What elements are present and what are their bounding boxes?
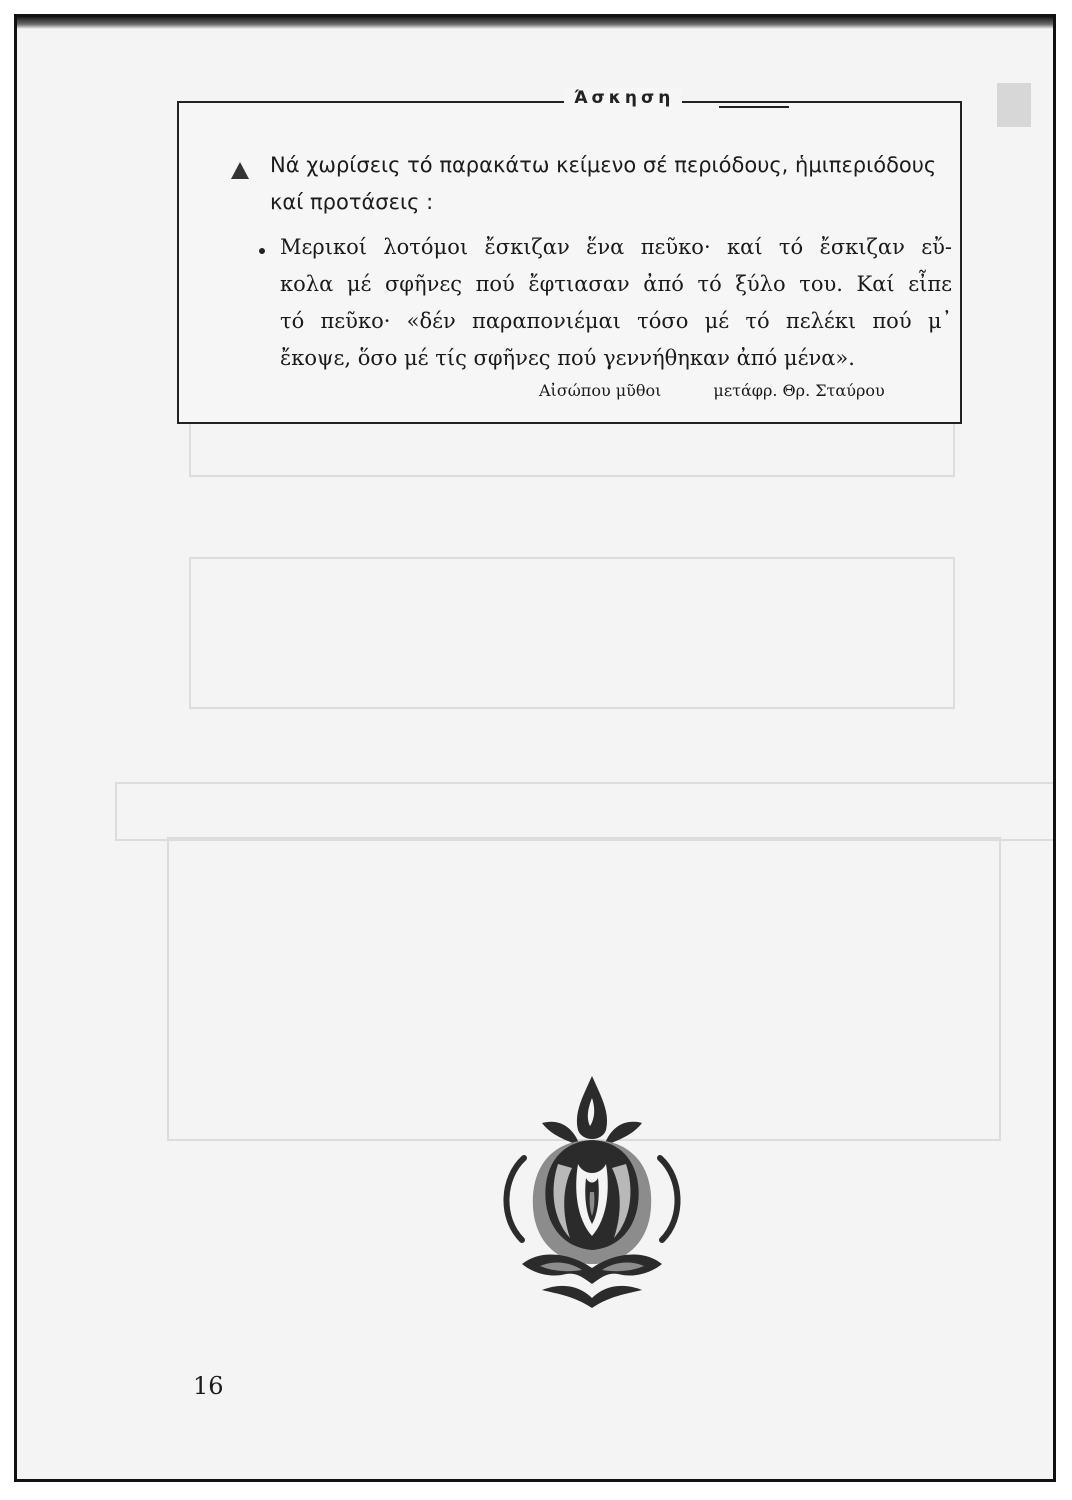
bullet-dot-icon bbox=[259, 248, 265, 254]
passage-line: κολα μέ σφῆνες πού ἔφτιασαν ἀπό τό ξύλο του. Καί εἶπε bbox=[280, 272, 952, 296]
bleed-through-box bbox=[189, 557, 955, 709]
passage-source bbox=[539, 381, 885, 400]
page-number: 16 bbox=[193, 1372, 224, 1400]
source-title: Αἰσώπου μῦθοι bbox=[539, 381, 662, 400]
page-tab-mark bbox=[997, 83, 1031, 127]
passage-line: ἔκοψε, ὅσο μέ τίς σφῆνες πού γεννήθηκαν ἀπό μένα». bbox=[280, 346, 855, 370]
source-translator: μετάφρ. Θρ. Σταύρου bbox=[713, 381, 885, 400]
passage-line: τό πεῦκο· «δέν παραπονιέμαι τόσο μέ τό πελέκι πού μ᾽ bbox=[280, 309, 952, 333]
title-rule bbox=[719, 106, 789, 108]
exercise-title: Άσκηση bbox=[564, 88, 682, 108]
exercise-box bbox=[177, 88, 962, 424]
triangle-bullet-icon bbox=[231, 162, 249, 179]
floral-ornament-icon bbox=[482, 1068, 702, 1318]
exercise-passage bbox=[280, 229, 952, 377]
exercise-instruction: Νά χωρίσεις τό παρακάτω κείμενο σέ περιόδους, ἡμιπεριόδους καί προτάσεις : bbox=[270, 153, 937, 214]
bleed-through-box bbox=[115, 782, 1056, 841]
scan-edge-shadow bbox=[17, 17, 1053, 29]
passage-line: Μερικοί λοτόμοι ἔσκιζαν ἕνα πεῦκο· καί τό ἔσκιζαν εὔ- bbox=[280, 235, 952, 259]
